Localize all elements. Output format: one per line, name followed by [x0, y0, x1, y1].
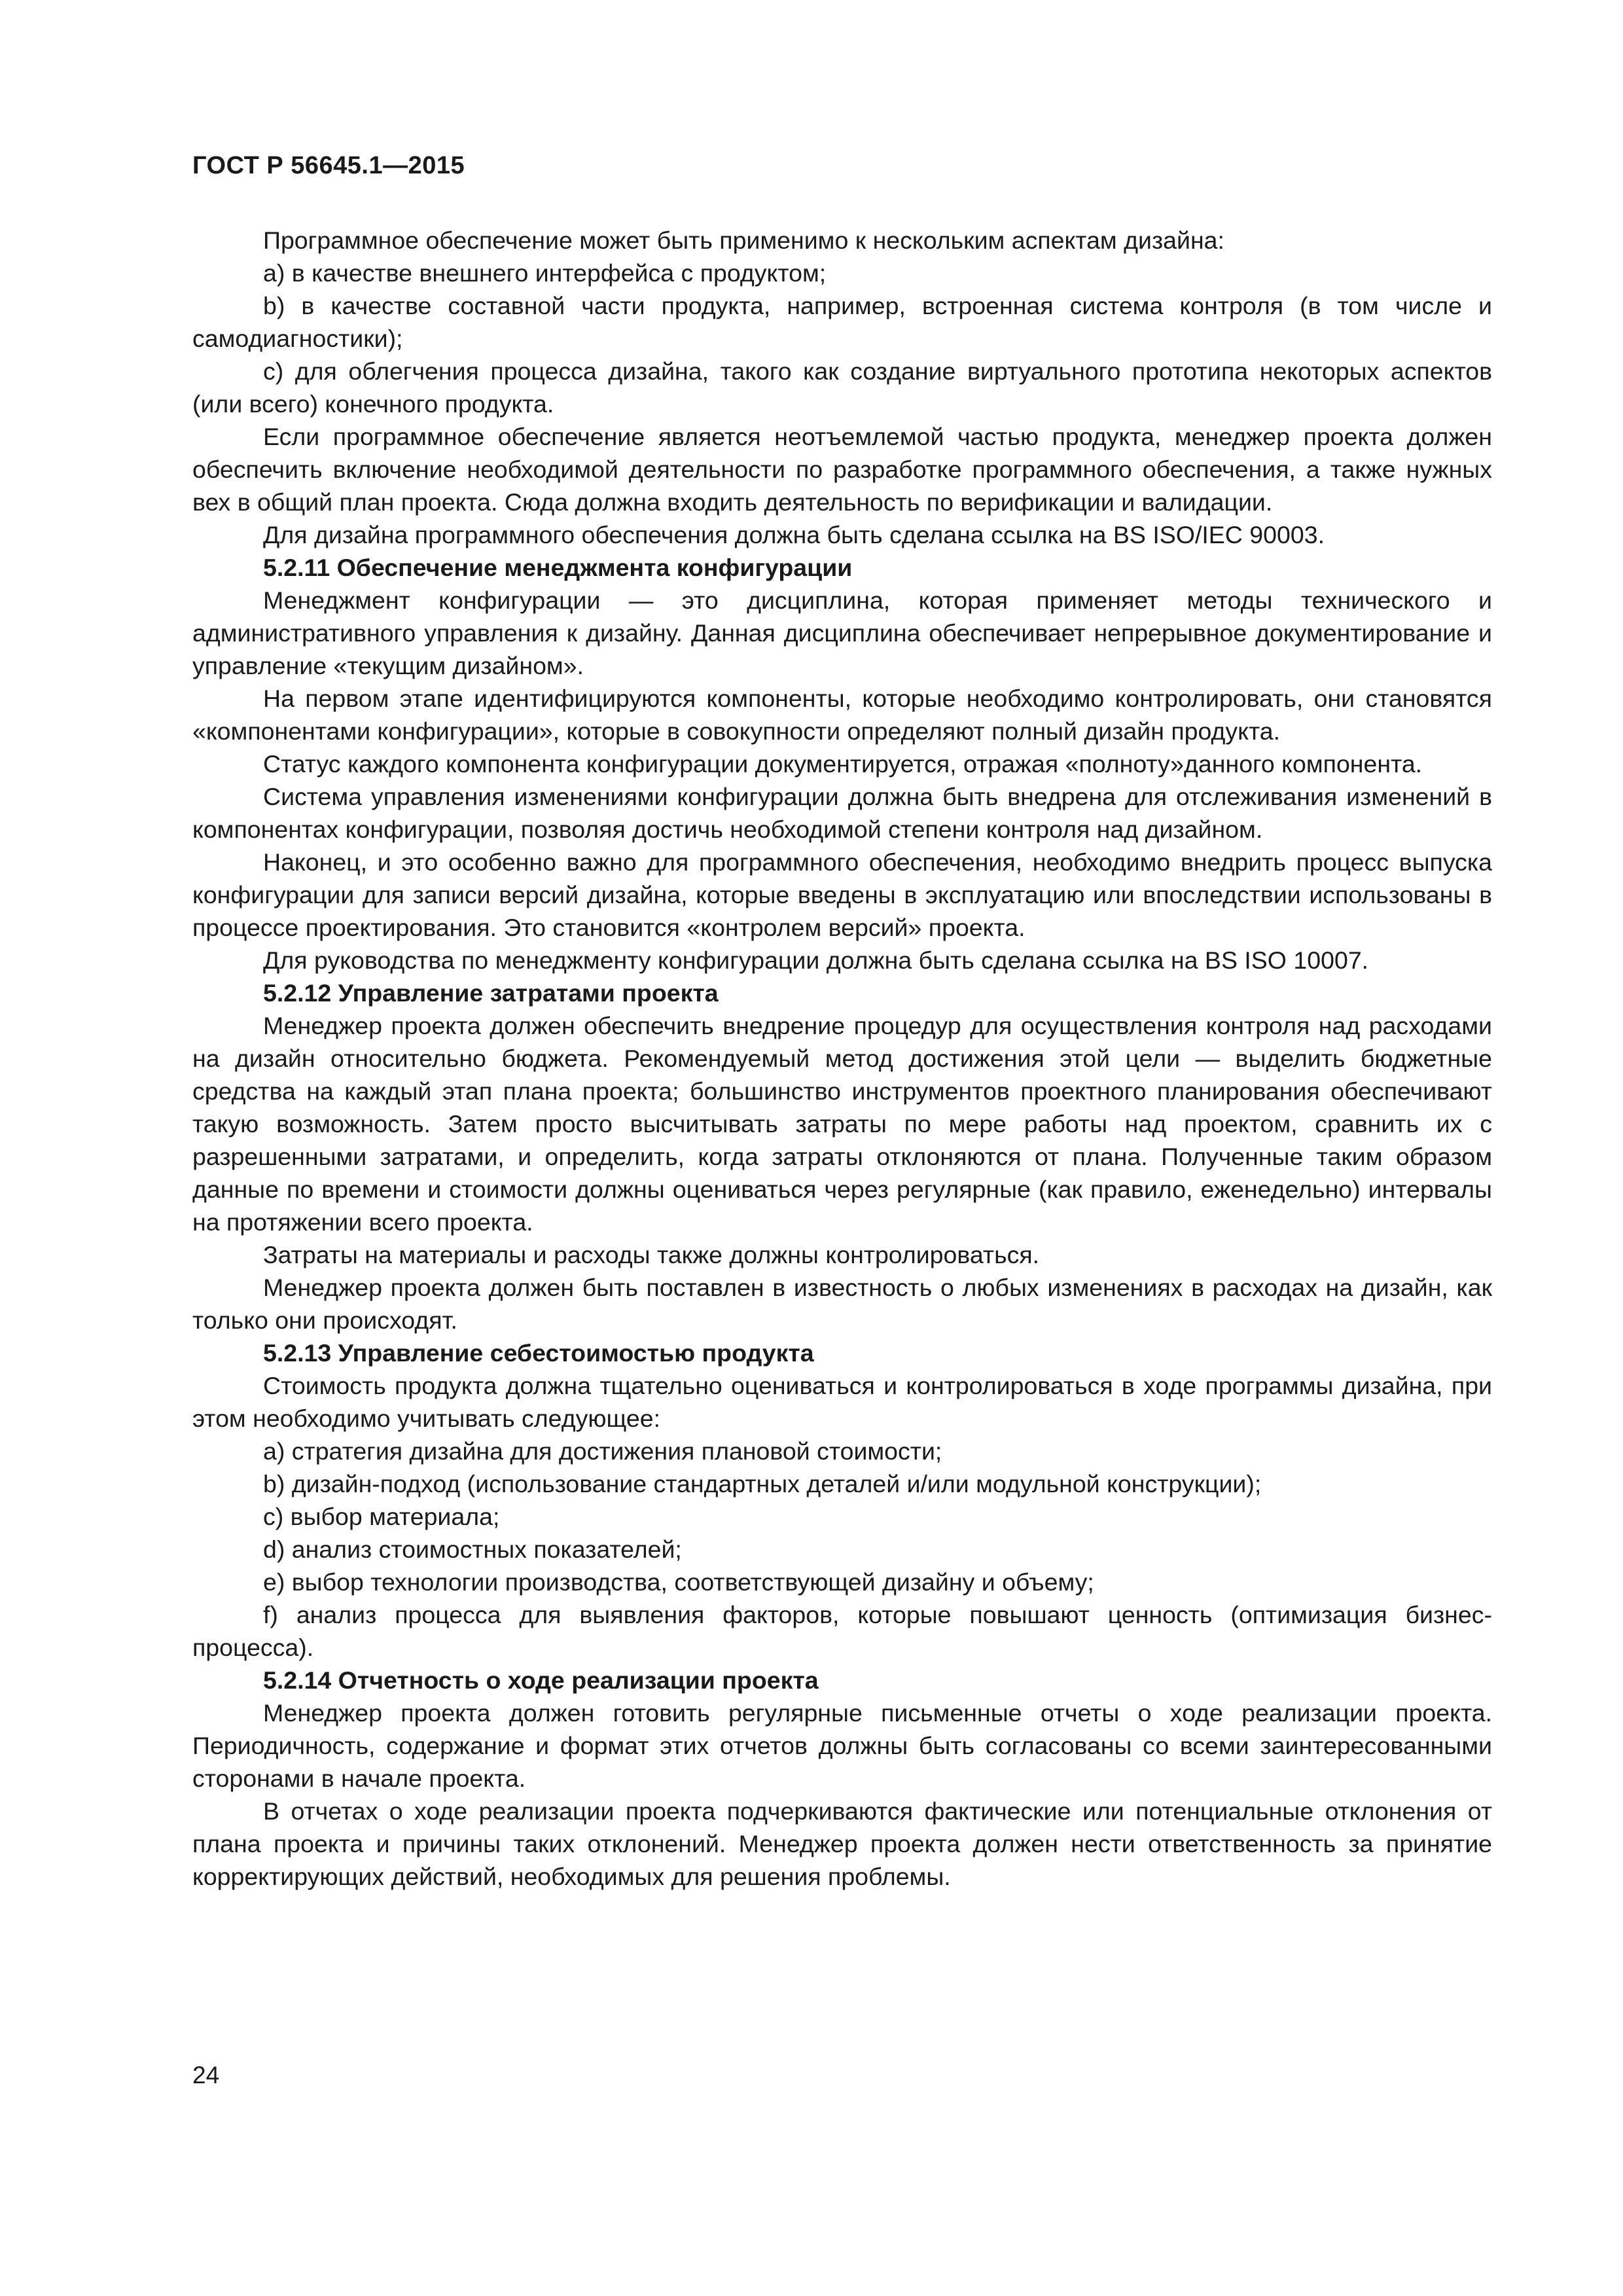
- list-item: e) выбор технологии производства, соответствующей дизайну и объему;: [263, 1568, 1094, 1596]
- list-item: b) в качестве составной части продукта, например, встроенная система контроля (в том числе и самодиагностики);: [192, 292, 1492, 352]
- paragraph: Если программное обеспечение является неотъемлемой частью продукта, менеджер проекта должен обеспечить включение необходимой деятельности по разработке программного обеспечения, а также нужных вех в общий план проекта. Сюда должна входить деятельность по верификации и валидации.: [192, 423, 1492, 516]
- paragraph: Статус каждого компонента конфигурации документируется, отражая «полноту»данного компонента.: [263, 750, 1423, 778]
- list-item: a) стратегия дизайна для достижения плановой стоимости;: [263, 1437, 942, 1465]
- paragraph: На первом этапе идентифицируются компоненты, которые необходимо контролировать, они становятся «компонентами конфигурации», которые в совокупности определяют полный дизайн продукта.: [192, 685, 1492, 745]
- list-item: d) анализ стоимостных показателей;: [263, 1535, 682, 1563]
- document-header: ГОСТ Р 56645.1—2015: [192, 152, 465, 179]
- paragraph: Для руководства по менеджменту конфигурации должна быть сделана ссылка на BS ISO 10007.: [263, 946, 1369, 974]
- list-item: b) дизайн-подход (использование стандартных деталей и/или модульной конструкции);: [263, 1470, 1262, 1498]
- paragraph: В отчетах о ходе реализации проекта подчеркиваются фактические или потенциальные отклонения от плана проекта и причины таких отклонений. Менеджер проекта должен нести ответственность за принятие корректирующих действий, необходимых для решения проблемы.: [192, 1797, 1492, 1890]
- paragraph: Стоимость продукта должна тщательно оцениваться и контролироваться в ходе программы дизайна, при этом необходимо учитывать следующее:: [192, 1372, 1492, 1432]
- list-item: c) выбор материала;: [263, 1503, 500, 1530]
- paragraph: Наконец, и это особенно важно для программного обеспечения, необходимо внедрить процесс выпуска конфигурации для записи версий дизайна, которые введены в эксплуатацию или впоследствии использованы в процессе проектирования. Это становится «контролем версий» проекта.: [192, 848, 1492, 941]
- document-body: [192, 224, 1492, 1893]
- paragraph: Программное обеспечение может быть применимо к нескольким аспектам дизайна:: [263, 226, 1224, 254]
- paragraph: Система управления изменениями конфигурации должна быть внедрена для отслеживания изменений в компонентах конфигурации, позволяя достичь необходимой степени контроля над дизайном.: [192, 783, 1492, 843]
- paragraph: Менеджер проекта должен готовить регулярные письменные отчеты о ходе реализации проекта. Периодичность, содержание и формат этих отчетов должны быть согласованы со всеми заинтересованными сторонами в начале проекта.: [192, 1699, 1492, 1792]
- list-item: f) анализ процесса для выявления факторов, которые повышают ценность (оптимизация бизнес-процесса).: [192, 1601, 1492, 1661]
- page-number: 24: [192, 2062, 220, 2089]
- section-heading: 5.2.13 Управление себестоимостью продукта: [263, 1339, 814, 1367]
- section-heading: 5.2.11 Обеспечение менеджмента конфигурации: [263, 554, 853, 581]
- paragraph: Менеджмент конфигурации — это дисциплина, которая применяет методы технического и административного управления к дизайну. Данная дисциплина обеспечивает непрерывное документирование и управление «текущим дизайном».: [192, 586, 1492, 679]
- section-heading: 5.2.14 Отчетность о ходе реализации проекта: [263, 1666, 819, 1694]
- list-item: a) в качестве внешнего интерфейса с продуктом;: [263, 259, 827, 287]
- paragraph: Менеджер проекта должен быть поставлен в известность о любых изменениях в расходах на дизайн, как только они происходят.: [192, 1274, 1492, 1334]
- list-item: c) для облегчения процесса дизайна, такого как создание виртуального прототипа некоторых аспектов (или всего) конечного продукта.: [192, 357, 1492, 418]
- paragraph: Затраты на материалы и расходы также должны контролироваться.: [263, 1241, 1040, 1268]
- paragraph: Менеджер проекта должен обеспечить внедрение процедур для осуществления контроля над расходами на дизайн относительно бюджета. Рекомендуемый метод достижения этой цели — выделить бюджетные средства на каждый этап плана проекта; большинство инструментов проектного планирования обеспечивают такую возможность. Затем просто высчитывать затраты по мере работы над проектом, сравнить их с разрешенными затратами, и определить, когда затраты отклоняются от плана. Полученные таким образом данные по времени и стоимости должны оцениваться через регулярные (как правило, еженедельно) интервалы на протяжении всего проекта.: [192, 1012, 1492, 1236]
- paragraph: Для дизайна программного обеспечения должна быть сделана ссылка на BS ISO/IEC 90003.: [263, 521, 1325, 548]
- section-heading: 5.2.12 Управление затратами проекта: [263, 979, 719, 1007]
